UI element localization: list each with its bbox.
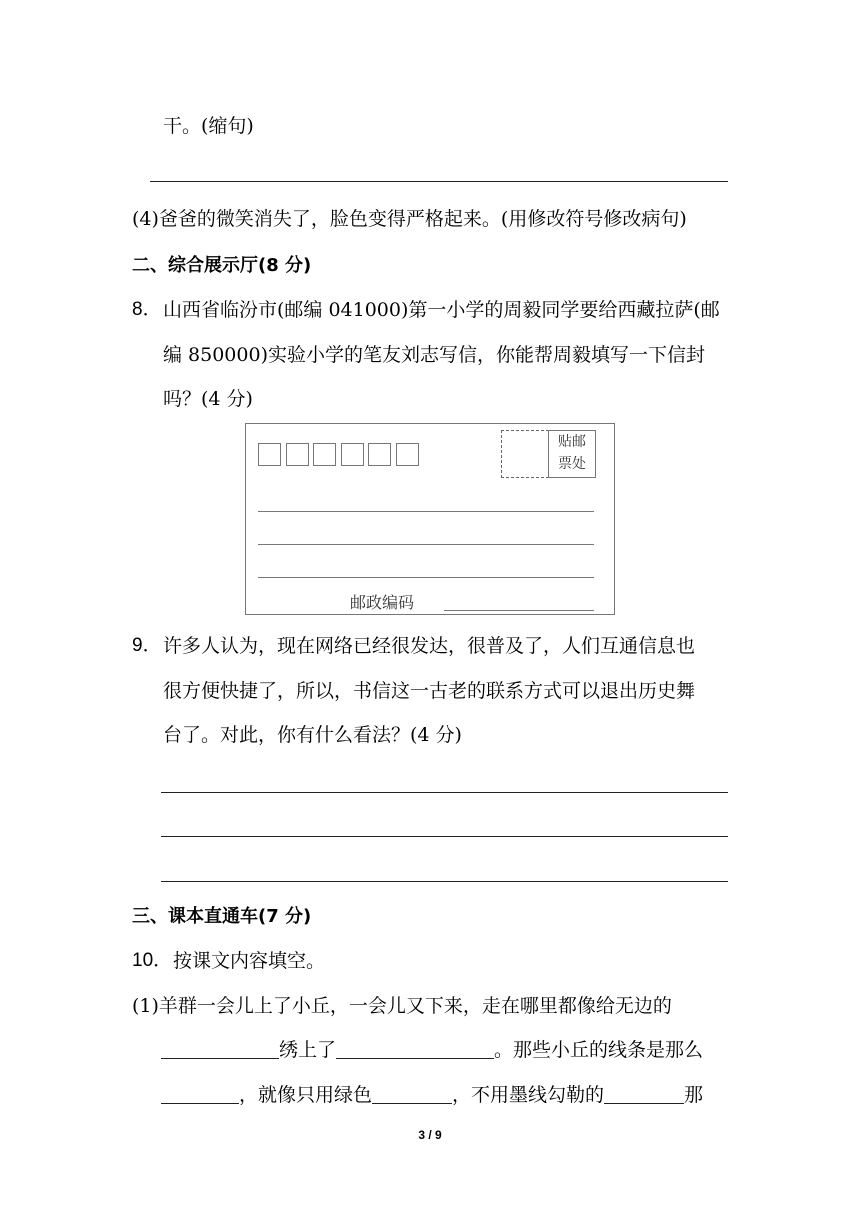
address-line[interactable]: [258, 511, 594, 512]
fill-blank[interactable]: [372, 1083, 452, 1104]
zip-code-box[interactable]: [286, 443, 309, 466]
address-line[interactable]: [258, 577, 594, 578]
answer-line-q9[interactable]: [161, 836, 728, 837]
fill-blank[interactable]: [161, 1038, 279, 1059]
zip-code-box[interactable]: [258, 443, 281, 466]
section-2-heading: 二、综合展示厅(8 分): [132, 255, 312, 276]
q10-number: 10．: [132, 950, 173, 971]
q8-line-3: 吗？(4 分): [163, 388, 253, 410]
fill-blank[interactable]: [161, 1083, 239, 1104]
q8-number: 8．: [132, 299, 162, 320]
answer-line-q9[interactable]: [161, 881, 728, 882]
q10-1-line-1: (1)羊群一会儿上了小丘，一会儿又下来，走在哪里都像给无边的: [132, 995, 672, 1017]
q9-number: 9．: [132, 635, 162, 656]
envelope-diagram: [245, 423, 615, 615]
stamp-label-line-1: 贴邮: [558, 434, 586, 450]
zip-code-box[interactable]: [396, 443, 419, 466]
q10-1-line-2: [161, 1038, 703, 1062]
answer-line-q9[interactable]: [161, 792, 728, 793]
zip-code-box[interactable]: [313, 443, 336, 466]
q10-1-text-c: ，就像只用绿色: [239, 1084, 373, 1106]
stamp-label-line-2: 票处: [558, 456, 586, 472]
page-number: 3 / 9: [418, 1128, 442, 1142]
q8-line-2: 编 850000)实验小学的笔友刘志写信，你能帮周毅填写一下信封: [163, 344, 705, 366]
q10-1-line-3: [161, 1083, 703, 1107]
stamp-label-box: [548, 430, 596, 478]
q10-1-text-b: 。那些小丘的线条是那么: [494, 1039, 704, 1061]
stamp-placeholder: [501, 430, 549, 478]
zip-code-box[interactable]: [341, 443, 364, 466]
q7-continuation: 干。(缩句): [163, 115, 254, 137]
q9-line-3: 台了。对此，你有什么看法？(4 分): [163, 724, 462, 746]
q7-4-text: (4)爸爸的微笑消失了，脸色变得严格起来。(用修改符号修改病句): [132, 208, 687, 230]
fill-blank[interactable]: [336, 1038, 494, 1059]
answer-line-q7-3[interactable]: [150, 181, 728, 182]
q8-line-1: 山西省临汾市(邮编 041000)第一小学的周毅同学要给西藏拉萨(邮: [163, 299, 720, 321]
section-3-heading: 三、课本直通车(7 分): [132, 906, 312, 927]
q9-line-1: 许多人认为，现在网络已经很发达，很普及了，人们互通信息也: [163, 635, 696, 657]
q9-line-2: 很方便快捷了，所以，书信这一古老的联系方式可以退出历史舞: [163, 680, 696, 702]
stamp-area: [501, 430, 596, 478]
postcode-line[interactable]: [444, 610, 594, 611]
fill-blank[interactable]: [604, 1083, 684, 1104]
address-line[interactable]: [258, 544, 594, 545]
q10-1-text-e: 那: [684, 1084, 704, 1106]
q10-1-text-d: ，不用墨线勾勒的: [452, 1084, 605, 1106]
q10-instruction: 按课文内容填空。: [173, 950, 326, 972]
postcode-label: 邮政编码: [350, 593, 415, 612]
q10-1-text-a: 绣上了: [279, 1039, 337, 1061]
zip-code-box[interactable]: [368, 443, 391, 466]
